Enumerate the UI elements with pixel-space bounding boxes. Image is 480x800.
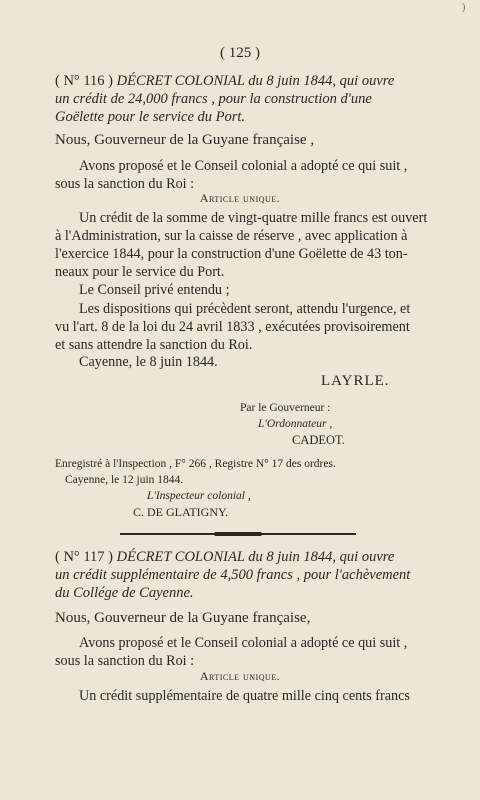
decree-117-proposal: Avons proposé et le Conseil colonial a adopté ce qui suit , sous la sanction du Roi : xyxy=(55,635,408,669)
decree-116-article-text: Un crédit de la somme de vingt-quatre mille francs est ouvert à l'Administration, sur la caisse de réserve , avec application à l'exercice 1844, pour la construction d'une Goëlette de 43 ton- neaux pour le service du Port. xyxy=(55,210,428,280)
decree-116-title: DÉCRET COLONIAL du 8 juin 1844, qui ouvre xyxy=(116,73,395,89)
decree-116-dispositions: Les dispositions qui précèdent seront, attendu l'urgence, et vu l'art. 8 de la loi du 24 avril 1833 , exécutées provisoirement et sans attendre la sanction du Roi. xyxy=(55,301,411,353)
decree-116-registration: Enregistré à l'Inspection , F° 266 , Registre N° 17 des ordres. Cayenne, le 12 juin 1844. L'Inspecteur colonial , C. DE GLATIGNY. xyxy=(55,458,336,519)
decree-116-place-date: Cayenne, le 8 juin 1844. xyxy=(79,354,218,370)
decree-116-title-line2: un crédit de 24,000 francs , pour la construction d'une xyxy=(55,91,372,107)
decree-116-title-line3: Goëlette pour le service du Port. xyxy=(55,109,246,125)
section-divider xyxy=(120,533,356,535)
edge-mark: ) xyxy=(462,2,466,13)
decree-117-title: DÉCRET COLONIAL du 8 juin 1844, qui ouvre xyxy=(116,549,395,565)
decree-116-conseil: Le Conseil privé entendu ; xyxy=(79,282,230,298)
decree-116-proposal: Avons proposé et le Conseil colonial a adopté ce qui suit , sous la sanction du Roi : xyxy=(55,158,408,192)
decree-116-preamble: Nous, Gouverneur de la Guyane française , xyxy=(55,132,315,148)
decree-116-heading xyxy=(0,72,480,126)
decree-117-heading xyxy=(0,548,480,602)
decree-116-signer: LAYRLE. xyxy=(321,373,390,389)
decree-117-article-heading: Article unique. xyxy=(199,669,281,683)
decree-117-title-line3: du Collége de Cayenne. xyxy=(55,585,194,601)
decree-117-article-text: Un crédit supplémentaire de quatre mille cinq cents francs xyxy=(79,688,410,704)
decree-116-number: ( N° 116 ) xyxy=(55,73,114,89)
page-number: ( 125 ) xyxy=(220,45,260,61)
decree-116-article-heading: Article unique. xyxy=(199,191,281,205)
decree-116-countersign: Par le Gouverneur : L'Ordonnateur , CADEOT. xyxy=(240,402,345,447)
decree-117-preamble: Nous, Gouverneur de la Guyane française, xyxy=(55,610,311,626)
decree-117-title-line2: un crédit supplémentaire de 4,500 francs , pour l'achèvement xyxy=(55,567,411,583)
decree-117-number: ( N° 117 ) xyxy=(55,549,114,565)
